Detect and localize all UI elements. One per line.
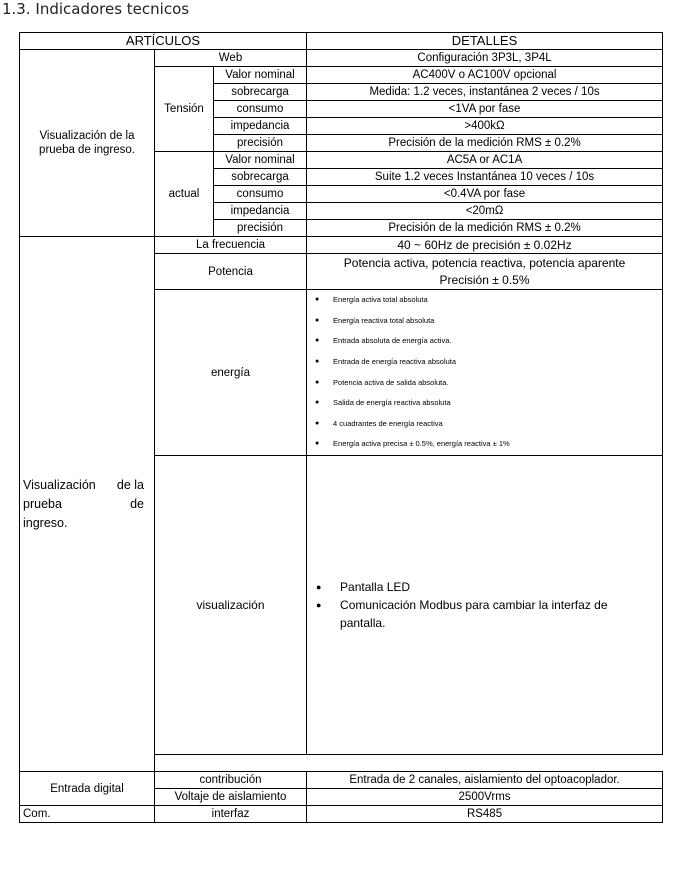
web-label: Web [155,50,307,67]
visualizacion-label-2: Visualización de la prueba de ingreso. [20,237,155,772]
web-value: Configuración 3P3L, 3P4L [307,50,663,67]
tension-param: consumo [214,101,307,118]
list-item: ● Comunicación Modbus para cambiar la interfaz de pantalla. [310,596,659,632]
list-item: ● Pantalla LED [310,578,659,596]
entrada-param: contribución [155,772,307,789]
tension-value: <1VA por fase [307,101,663,118]
energia-label: energía [155,290,307,456]
com-value: RS485 [307,806,663,823]
entrada-param: Voltaje de aislamiento [155,789,307,806]
actual-param: consumo [214,186,307,203]
entrada-value: Entrada de 2 canales, aislamiento del optoacoplador. [307,772,663,789]
tension-param: impedancia [214,118,307,135]
entrada-value: 2500Vrms [307,789,663,806]
actual-param: sobrecarga [214,169,307,186]
actual-label: actual [155,152,214,237]
header-articulos: ARTÍCULOS [20,33,307,50]
actual-value: <20mΩ [307,203,663,220]
tension-param: precisión [214,135,307,152]
tension-value: Medida: 1.2 veces, instantánea 2 veces / 10s [307,84,663,101]
list-item: ● Entrada de energía reactiva absoluta [310,352,659,373]
header-row [20,33,663,50]
tension-param: sobrecarga [214,84,307,101]
list-item: ● Energía reactiva total absoluta [310,311,659,332]
tension-param: Valor nominal [214,67,307,84]
technical-specs-table [19,32,663,823]
actual-param: precisión [214,220,307,237]
visualizacion-row-label: visualización [155,456,307,755]
tension-label: Tensión [155,67,214,152]
visualizacion-list-cell [307,456,663,755]
table-row [20,50,663,67]
list-item: ● Energía activa total absoluta [310,290,659,311]
list-item: ● Potencia activa de salida absoluta. [310,373,659,394]
section-heading: 1.3. Indicadores tecnicos [2,0,190,18]
actual-value: <0.4VA por fase [307,186,663,203]
potencia-label: Potencia [155,254,307,290]
actual-value: AC5A or AC1A [307,152,663,169]
actual-value: Precisión de la medición RMS ± 0.2% [307,220,663,237]
actual-param: Valor nominal [214,152,307,169]
list-item: ● Energía activa precisa ± 0.5%, energía reactiva ± 1% [310,434,659,455]
visualizacion-list [310,578,659,632]
visualizacion-label-1: Visualización de la prueba de ingreso. [20,50,155,237]
table-row [20,806,663,823]
header-detalles: DETALLES [307,33,663,50]
list-item: ● Entrada absoluta de energía activa. [310,331,659,352]
com-param: interfaz [155,806,307,823]
tension-value: AC400V o AC100V opcional [307,67,663,84]
energia-list [310,290,659,455]
energia-list-cell [307,290,663,456]
table-row [20,772,663,789]
actual-param: impedancia [214,203,307,220]
actual-value: Suite 1.2 veces Instantánea 10 veces / 10s [307,169,663,186]
entrada-digital-label: Entrada digital [20,772,155,806]
com-label: Com. [20,806,155,823]
frecuencia-value: 40 ~ 60Hz de precisión ± 0.02Hz [307,237,663,254]
tension-value: Precisión de la medición RMS ± 0.2% [307,135,663,152]
potencia-value: Potencia activa, potencia reactiva, potencia aparente Precisión ± 0.5% [307,254,663,290]
table-row [20,237,663,254]
list-item: ● Salida de energía reactiva absoluta [310,393,659,414]
tension-value: >400kΩ [307,118,663,135]
frecuencia-label: La frecuencia [155,237,307,254]
list-item: ● 4 cuadrantes de energía reactiva [310,414,659,435]
